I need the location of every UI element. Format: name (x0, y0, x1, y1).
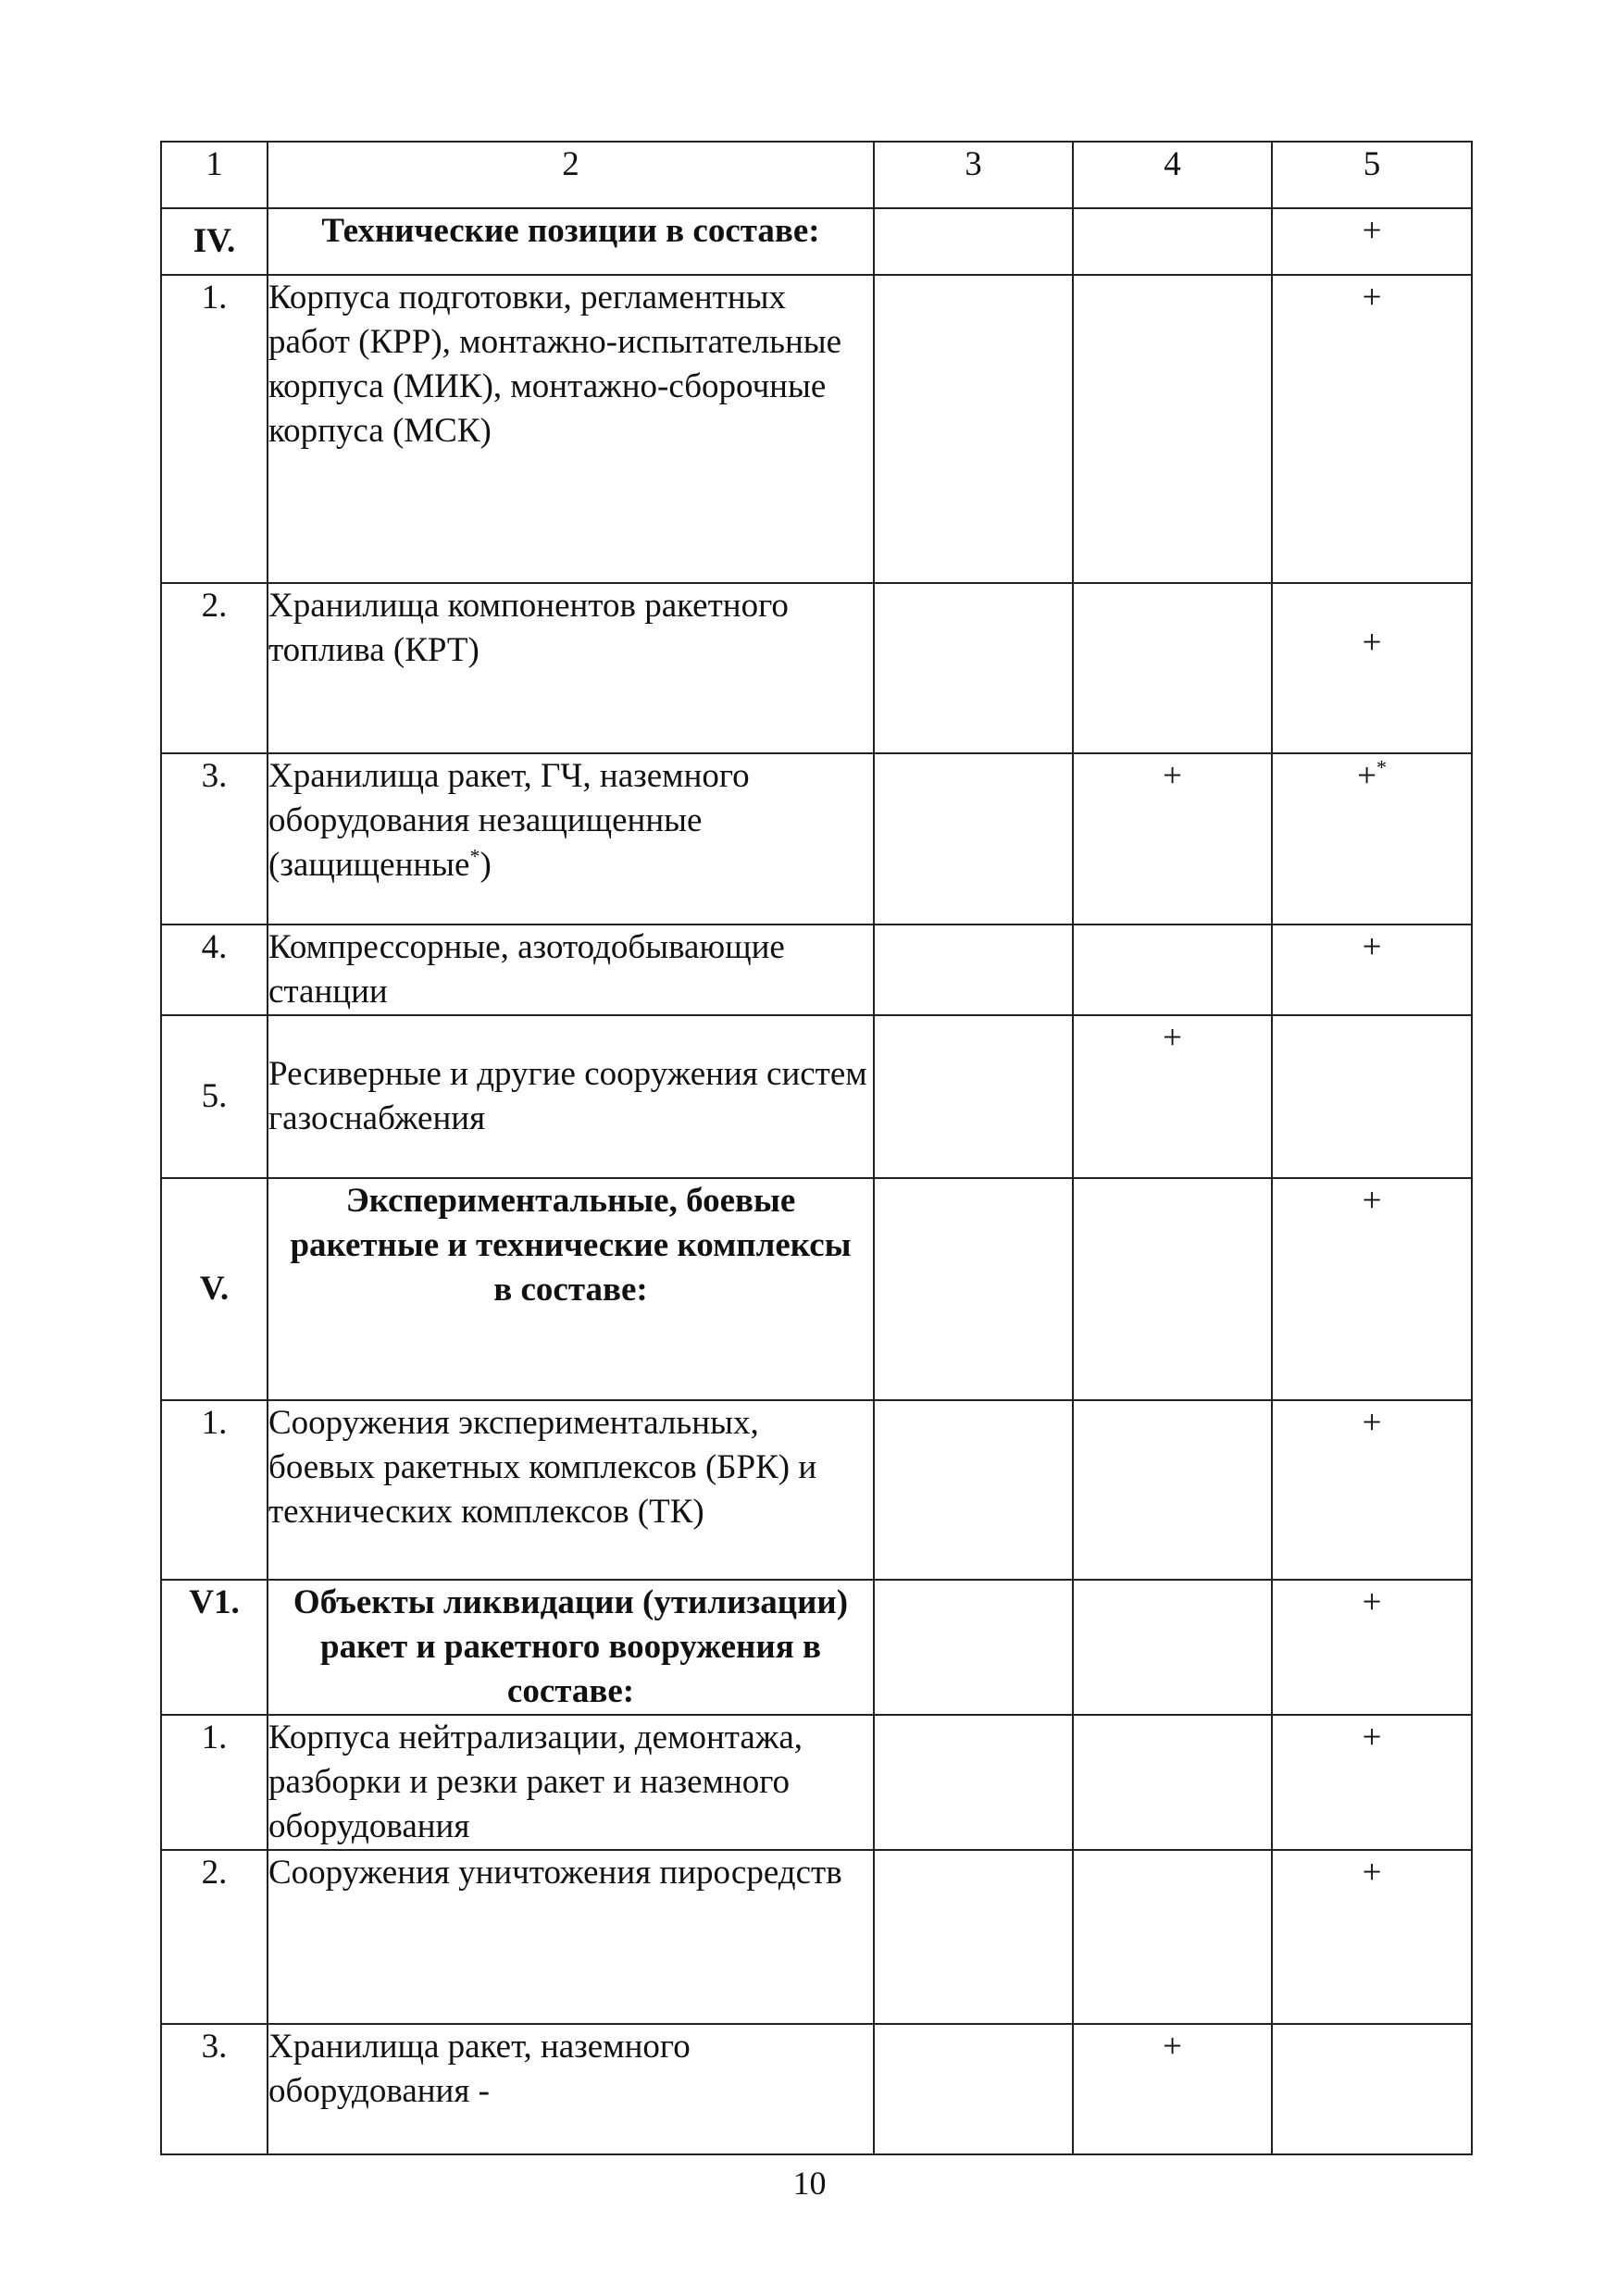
col4-mark (1073, 1178, 1272, 1400)
col4-mark (1073, 925, 1272, 1015)
col4-mark (1073, 1580, 1272, 1715)
row-number: 1. (161, 275, 268, 583)
row-text: Корпуса подготовки, регламентных работ (КРР), монтажно-испытательные корпуса (МИК), монтажно-сборочные корпуса (МСК) (268, 275, 874, 583)
row-text: Технические позиции в составе: (268, 208, 874, 275)
row-text: Сооружения экспериментальных, боевых ракетных комплексов (БРК) и технических комплексов (ТК) (268, 1400, 874, 1580)
requirements-table (160, 141, 1473, 2155)
col4-mark (1073, 583, 1272, 753)
col3-mark (874, 1715, 1073, 1850)
table-row (161, 1715, 1472, 1850)
col3-mark (874, 583, 1073, 753)
col4-mark: + (1073, 753, 1272, 925)
col5-mark: + (1272, 1580, 1472, 1715)
row-text: Сооружения уничтожения пиросредств (268, 1850, 874, 2024)
col3-mark (874, 1850, 1073, 2024)
col5-mark: + (1272, 1715, 1472, 1850)
col3-mark (874, 1580, 1073, 1715)
table-row (161, 208, 1472, 275)
row-number: IV. (161, 208, 268, 275)
col4-mark: + (1073, 1015, 1272, 1178)
row-number: 4. (161, 925, 268, 1015)
row-number: V. (161, 1178, 268, 1400)
col5-mark: + (1272, 1850, 1472, 2024)
row-text: Хранилища ракет, ГЧ, наземного оборудования незащищенные (защищенные*) (268, 753, 874, 925)
col5-mark: + (1272, 1400, 1472, 1580)
header-cell: 5 (1272, 142, 1472, 208)
col5-mark: + (1272, 583, 1472, 753)
table-row (161, 1850, 1472, 2024)
col5-mark: + (1272, 1178, 1472, 1400)
header-cell: 3 (874, 142, 1073, 208)
col5-mark (1272, 1015, 1472, 1178)
row-text: Хранилища компонентов ракетного топлива (КРТ) (268, 583, 874, 753)
table-header-row (161, 142, 1472, 208)
header-cell: 1 (161, 142, 268, 208)
table-row (161, 753, 1472, 925)
row-text: Экспериментальные, боевые ракетные и технические комплексы в составе: (268, 1178, 874, 1400)
row-text: Корпуса нейтрализации, демонтажа, разборки и резки ракет и наземного оборудования (268, 1715, 874, 1850)
col4-mark (1073, 1850, 1272, 2024)
col3-mark (874, 753, 1073, 925)
row-text: Компрессорные, азотодобывающие станции (268, 925, 874, 1015)
row-number: 1. (161, 1715, 268, 1850)
page-number: 10 (792, 2165, 827, 2202)
col5-mark: + (1272, 925, 1472, 1015)
col3-mark (874, 1400, 1073, 1580)
row-number: 2. (161, 1850, 268, 2024)
header-cell: 2 (268, 142, 874, 208)
table-row (161, 1400, 1472, 1580)
col5-mark: + (1272, 275, 1472, 583)
header-cell: 4 (1073, 142, 1272, 208)
table-row (161, 1015, 1472, 1178)
col3-mark (874, 1015, 1073, 1178)
row-number: 2. (161, 583, 268, 753)
table-row (161, 1178, 1472, 1400)
col3-mark (874, 925, 1073, 1015)
col4-mark (1073, 275, 1272, 583)
table-row (161, 2024, 1472, 2154)
row-number: 5. (161, 1015, 268, 1178)
row-text: Хранилища ракет, наземного оборудования - (268, 2024, 874, 2154)
col4-mark: + (1073, 2024, 1272, 2154)
col5-mark: +* (1272, 753, 1472, 925)
col5-mark: + (1272, 208, 1472, 275)
table-row (161, 1580, 1472, 1715)
table-row (161, 583, 1472, 753)
col3-mark (874, 2024, 1073, 2154)
row-number: 3. (161, 753, 268, 925)
col5-mark (1272, 2024, 1472, 2154)
col4-mark (1073, 1400, 1272, 1580)
col3-mark (874, 1178, 1073, 1400)
row-text: Объекты ликвидации (утилизации) ракет и ракетного вооружения в составе: (268, 1580, 874, 1715)
table-row (161, 275, 1472, 583)
row-number: 3. (161, 2024, 268, 2154)
col3-mark (874, 208, 1073, 275)
col4-mark (1073, 208, 1272, 275)
row-number: 1. (161, 1400, 268, 1580)
table-row (161, 925, 1472, 1015)
row-number: V1. (161, 1580, 268, 1715)
col4-mark (1073, 1715, 1272, 1850)
col3-mark (874, 275, 1073, 583)
row-text: Ресиверные и другие сооружения систем газоснабжения (268, 1015, 874, 1178)
